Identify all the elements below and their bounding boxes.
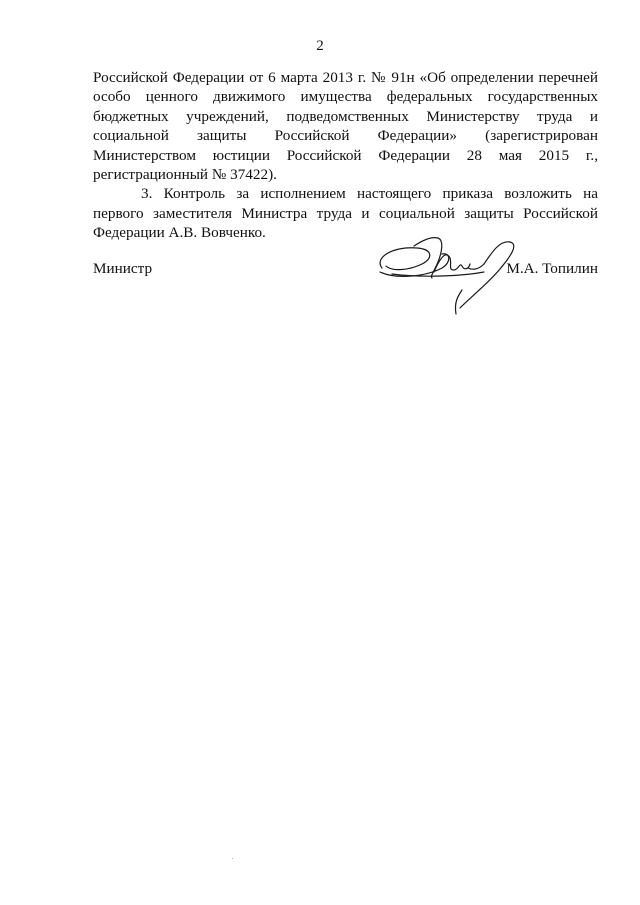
document-body [93,68,598,243]
scan-artifact [232,858,233,859]
paragraph-3: 3. Контроль за исполнением настоящего приказа возложить на первого заместителя Министра труда и социальной защиты Российской Федерации А.В. Вовченко. [93,185,598,242]
signer-position: Министр [93,260,153,277]
signer-name: М.А. Топилин [506,260,598,277]
handwritten-signature [372,228,522,318]
page-number: 2 [316,38,324,54]
signature-block [93,260,598,280]
paragraph-continuation: Российской Федерации от 6 марта 2013 г. № 91н «Об определении перечней особо ценного движимого имущества федеральных государственных бюджетных учреждений, подведомственных Министерству труда и социальной защиты Российской Федерации» (зарегистрирован Министерством юстиции Российской Федерации 28 мая 2015 г., регистрационный № 37422). [93,69,598,184]
